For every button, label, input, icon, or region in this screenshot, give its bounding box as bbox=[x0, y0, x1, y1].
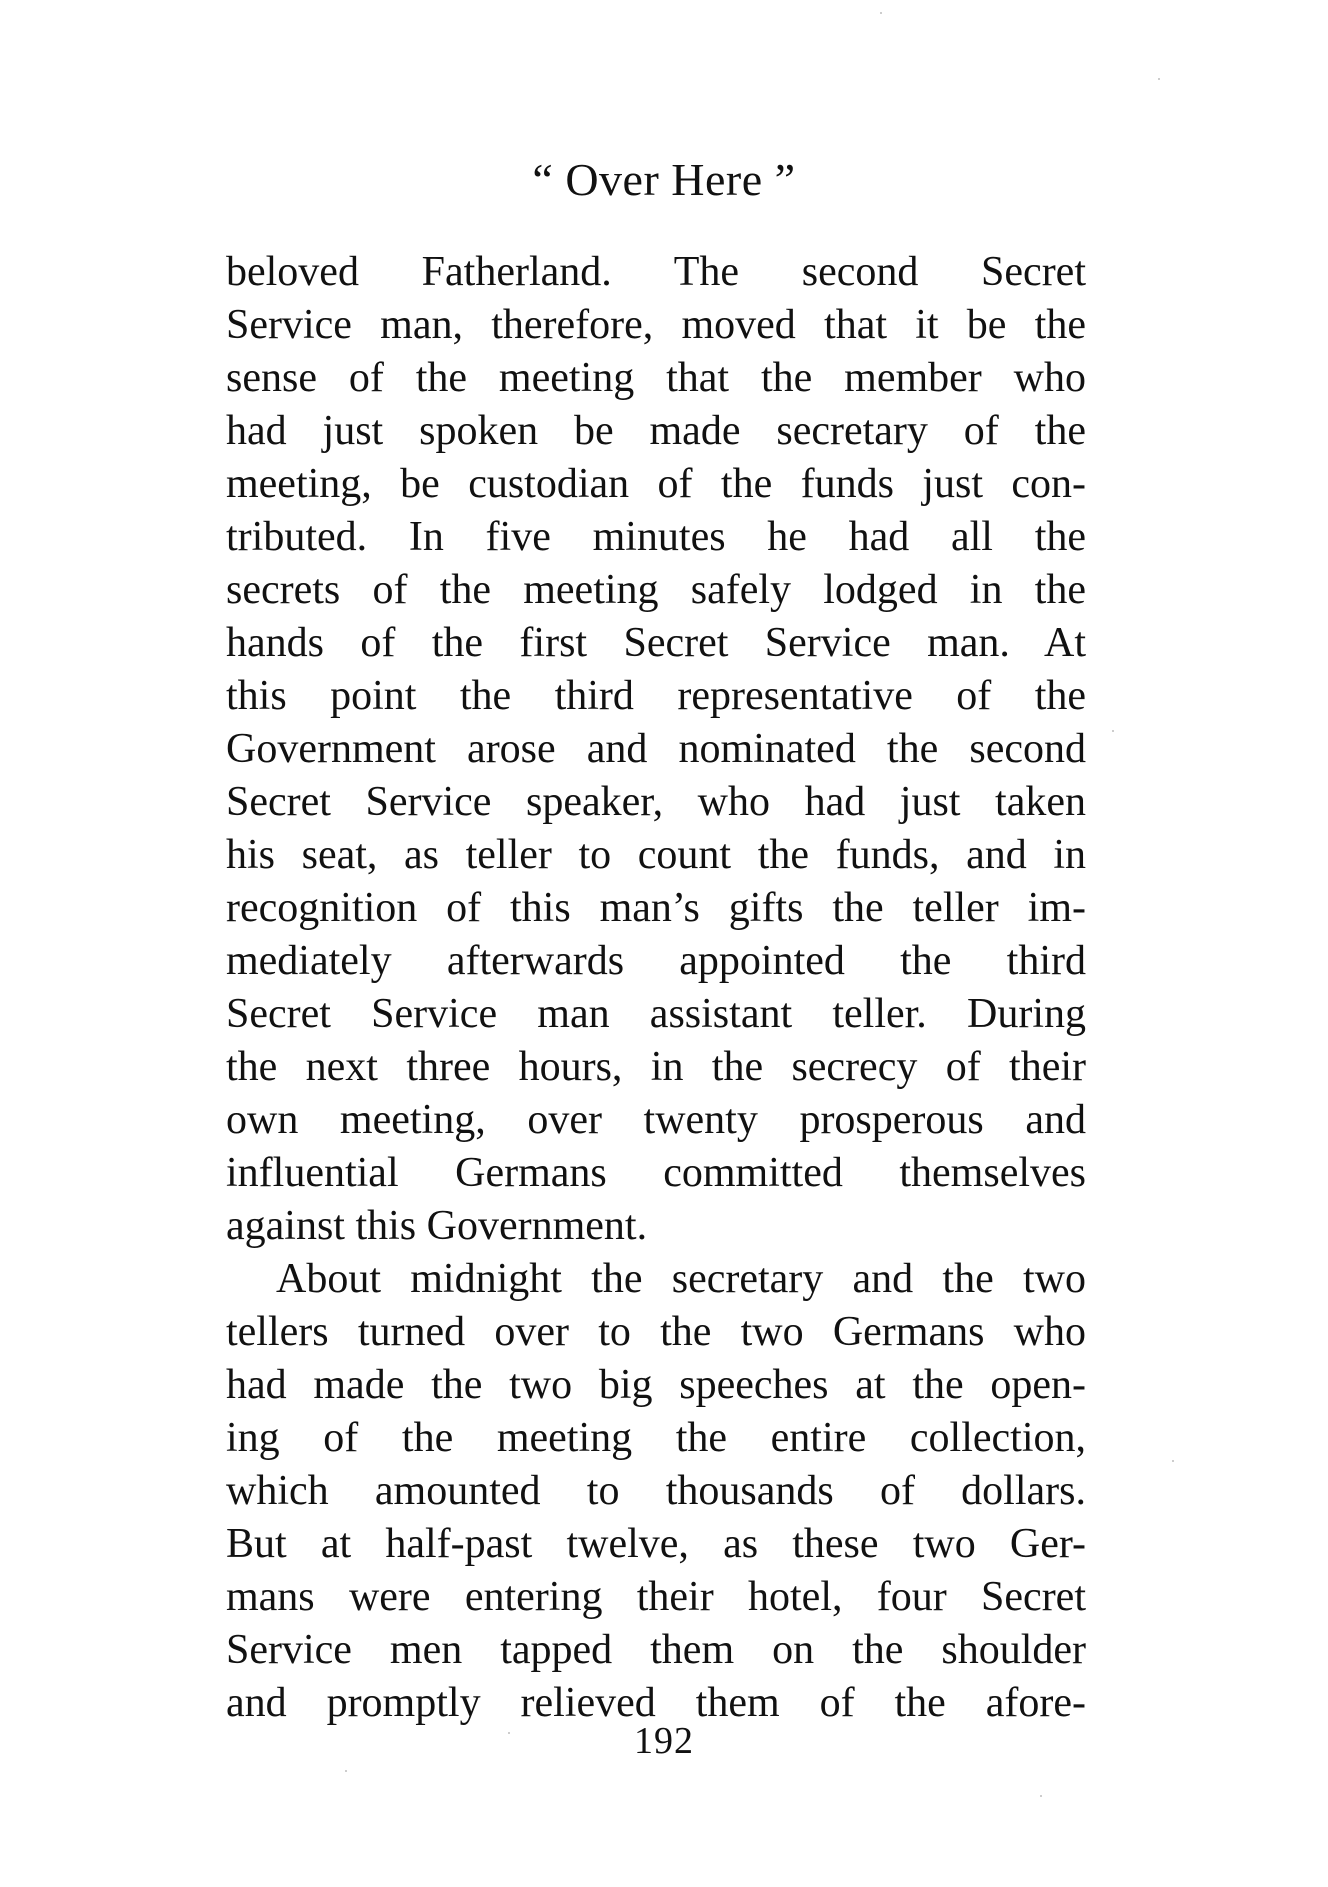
text-line: ing of the meeting the entire collection, bbox=[226, 1415, 1086, 1461]
page-number: 192 bbox=[634, 1720, 694, 1762]
paper-speck bbox=[1112, 730, 1114, 732]
text-line: against this Government. bbox=[226, 1203, 648, 1249]
text-line: Service men tapped them on the shoulder bbox=[226, 1627, 1086, 1673]
text-line: the next three hours, in the secrecy of their bbox=[226, 1044, 1086, 1090]
text-line: own meeting, over twenty prosperous and bbox=[226, 1097, 1086, 1143]
paper-speck bbox=[1172, 1460, 1174, 1462]
text-line: Secret Service speaker, who had just taken bbox=[226, 779, 1086, 825]
text-line: which amounted to thousands of dollars. bbox=[226, 1468, 1086, 1514]
text-line: sense of the meeting that the member who bbox=[226, 355, 1086, 401]
text-line: Government arose and nominated the second bbox=[226, 726, 1086, 772]
paper-speck bbox=[508, 1732, 510, 1734]
running-head: “ Over Here ” bbox=[532, 154, 796, 205]
text-line: mans were entering their hotel, four Secret bbox=[226, 1574, 1086, 1620]
text-line: this point the third representative of the bbox=[226, 673, 1086, 719]
text-line: hands of the first Secret Service man. At bbox=[226, 620, 1086, 666]
text-line: influential Germans committed themselves bbox=[226, 1150, 1086, 1196]
text-line: About midnight the secretary and the two bbox=[276, 1256, 1086, 1302]
text-line: beloved Fatherland. The second Secret bbox=[226, 249, 1086, 295]
text-line: had just spoken be made secretary of the bbox=[226, 408, 1086, 454]
paper-speck bbox=[345, 1770, 347, 1772]
text-line: But at half-past twelve, as these two Ger- bbox=[226, 1521, 1086, 1567]
text-line: tributed. In five minutes he had all the bbox=[226, 514, 1086, 560]
text-line: and promptly relieved them of the afore- bbox=[226, 1680, 1086, 1726]
paper-speck bbox=[1040, 1795, 1042, 1797]
text-line: Service man, therefore, moved that it be the bbox=[226, 302, 1086, 348]
paragraph-2 bbox=[226, 1253, 1086, 1730]
text-line: Secret Service man assistant teller. During bbox=[226, 991, 1086, 1037]
paper-speck bbox=[880, 12, 882, 14]
text-line: tellers turned over to the two Germans who bbox=[226, 1309, 1086, 1355]
text-line: had made the two big speeches at the open- bbox=[226, 1362, 1086, 1408]
text-line: his seat, as teller to count the funds, and in bbox=[226, 832, 1086, 878]
text-line: recognition of this man’s gifts the teller im- bbox=[226, 885, 1086, 931]
paragraph-1 bbox=[226, 246, 1086, 1253]
text-line: mediately afterwards appointed the third bbox=[226, 938, 1086, 984]
text-line: meeting, be custodian of the funds just con- bbox=[226, 461, 1086, 507]
text-line: secrets of the meeting safely lodged in the bbox=[226, 567, 1086, 613]
body-text bbox=[226, 246, 1086, 1730]
paper-speck bbox=[1158, 78, 1160, 80]
